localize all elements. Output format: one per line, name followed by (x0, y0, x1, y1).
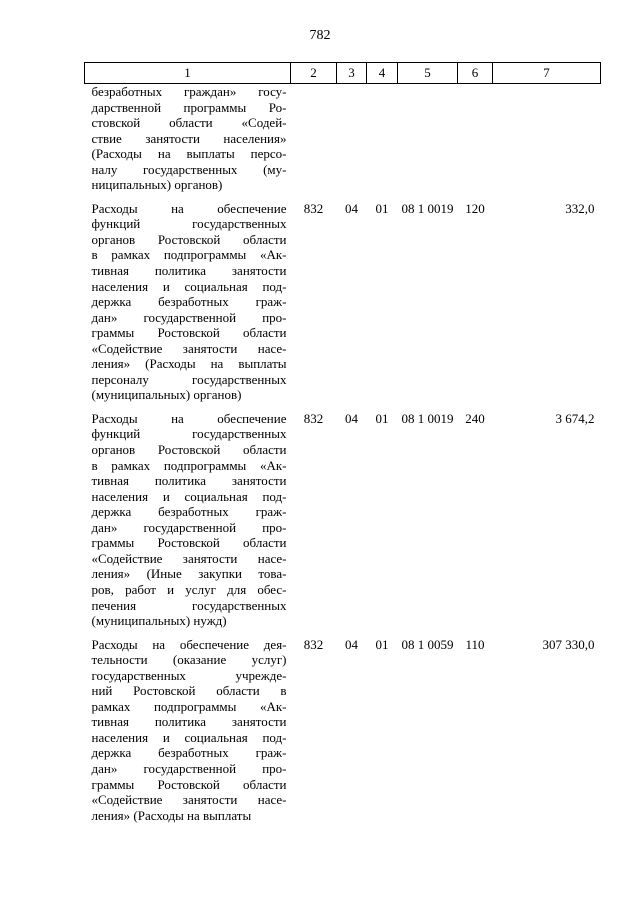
description-line: населения и социальная под- (91, 729, 287, 745)
description-line: Расходы на обеспечение дея- (91, 636, 287, 652)
description-line: ниципальных) органов) (91, 177, 223, 193)
description-line: дарственной программы Ро- (91, 99, 287, 115)
spacer-cell (85, 403, 601, 411)
row-spacer (85, 629, 601, 637)
description-line: функций государственных (91, 216, 287, 232)
spacer-cell (85, 629, 601, 637)
description-line: «Содействие занятости насе- (91, 550, 287, 566)
subsection-code: 01 (375, 200, 389, 216)
section-code (337, 84, 367, 193)
description-line: стовской области «Содей- (91, 115, 287, 131)
table-row (85, 201, 601, 403)
amount: 332,0 (565, 200, 595, 216)
header-row (85, 63, 601, 84)
budget-table (84, 62, 601, 823)
column-header: 1 (85, 63, 291, 84)
description-line: ров, работ и услуг для обес- (91, 581, 287, 597)
description-line: органов Ростовской области (91, 231, 287, 247)
description-line: в рамках подпрограммы «Ак- (91, 457, 287, 473)
description-line: граммы Ростовской области (91, 776, 287, 792)
ministry-code: 832 (303, 636, 324, 652)
section-code: 04 (345, 200, 358, 216)
description-line: органов Ростовской области (91, 442, 287, 458)
expense-description (85, 84, 291, 193)
description-line: «Содействие занятости насе- (91, 792, 287, 808)
column-header: 4 (367, 63, 398, 84)
page-number: 782 (309, 28, 331, 43)
expense-description (85, 201, 291, 403)
description-line: (Расходы на выплаты персо- (91, 146, 287, 162)
table-row (85, 84, 601, 193)
target-article-code: 08 1 0059 (401, 636, 454, 652)
amount (493, 84, 601, 193)
target-article-code: 08 1 0019 (401, 200, 454, 216)
column-header: 7 (493, 63, 601, 84)
expense-type-code: 240 (465, 410, 485, 426)
subsection-code (367, 84, 398, 193)
description-line: печения государственных (91, 597, 287, 613)
section-code: 04 (345, 410, 358, 426)
description-line: дан» государственной про- (91, 519, 287, 535)
description-line: (муниципальных) органов) (91, 387, 242, 403)
row-spacer (85, 403, 601, 411)
table-row (85, 637, 601, 824)
amount: 3 674,2 (555, 410, 595, 426)
column-header: 3 (337, 63, 367, 84)
expense-description (85, 637, 291, 824)
description-line: Расходы на обеспечение (91, 200, 287, 216)
section-code: 04 (345, 636, 358, 652)
expense-description (85, 411, 291, 629)
column-header: 2 (291, 63, 337, 84)
description-line: государственных учрежде- (91, 667, 287, 683)
expense-type-code (458, 84, 493, 193)
description-line: ления» (Расходы на выплаты (91, 356, 287, 372)
description-line: в рамках подпрограммы «Ак- (91, 247, 287, 263)
row-spacer (85, 193, 601, 201)
expense-type-code: 120 (465, 200, 485, 216)
description-line: рамках подпрограммы «Ак- (91, 698, 287, 714)
description-line: ствие занятости населения» (91, 130, 287, 146)
description-line: ления» (Расходы на выплаты (91, 807, 252, 823)
amount: 307 330,0 (542, 636, 595, 652)
ministry-code (291, 84, 337, 193)
description-line: «Содействие занятости насе- (91, 340, 287, 356)
ministry-code: 832 (303, 410, 324, 426)
description-line: граммы Ростовской области (91, 325, 287, 341)
description-line: населения и социальная под- (91, 278, 287, 294)
description-line: тивная политика занятости (91, 714, 287, 730)
spacer-cell (85, 193, 601, 201)
description-line: дан» государственной про- (91, 760, 287, 776)
description-line: граммы Ростовской области (91, 535, 287, 551)
target-article-code: 08 1 0019 (401, 410, 454, 426)
description-line: населения и социальная под- (91, 488, 287, 504)
description-line: тивная политика занятости (91, 263, 287, 279)
expense-type-code: 110 (465, 636, 485, 652)
description-line: тивная политика занятости (91, 473, 287, 489)
description-line: функций государственных (91, 426, 287, 442)
description-line: Расходы на обеспечение (91, 410, 287, 426)
description-line: держка безработных граж- (91, 745, 287, 761)
description-line: персоналу государственных (91, 371, 287, 387)
ministry-code: 832 (303, 200, 324, 216)
description-line: безработных граждан» госу- (91, 84, 287, 99)
description-line: ления» (Иные закупки това- (91, 566, 287, 582)
description-line: держка безработных граж- (91, 504, 287, 520)
description-line: ний Ростовской области в (91, 683, 287, 699)
subsection-code: 01 (375, 410, 389, 426)
description-line: (муниципальных) нужд) (91, 613, 227, 629)
subsection-code: 01 (375, 636, 389, 652)
column-header: 5 (398, 63, 458, 84)
column-header: 6 (458, 63, 493, 84)
description-line: тельности (оказание услуг) (91, 652, 287, 668)
table-row (85, 411, 601, 629)
description-line: держка безработных граж- (91, 294, 287, 310)
description-line: дан» государственной про- (91, 309, 287, 325)
target-article-code (398, 84, 458, 193)
description-line: налу государственных (му- (91, 161, 287, 177)
